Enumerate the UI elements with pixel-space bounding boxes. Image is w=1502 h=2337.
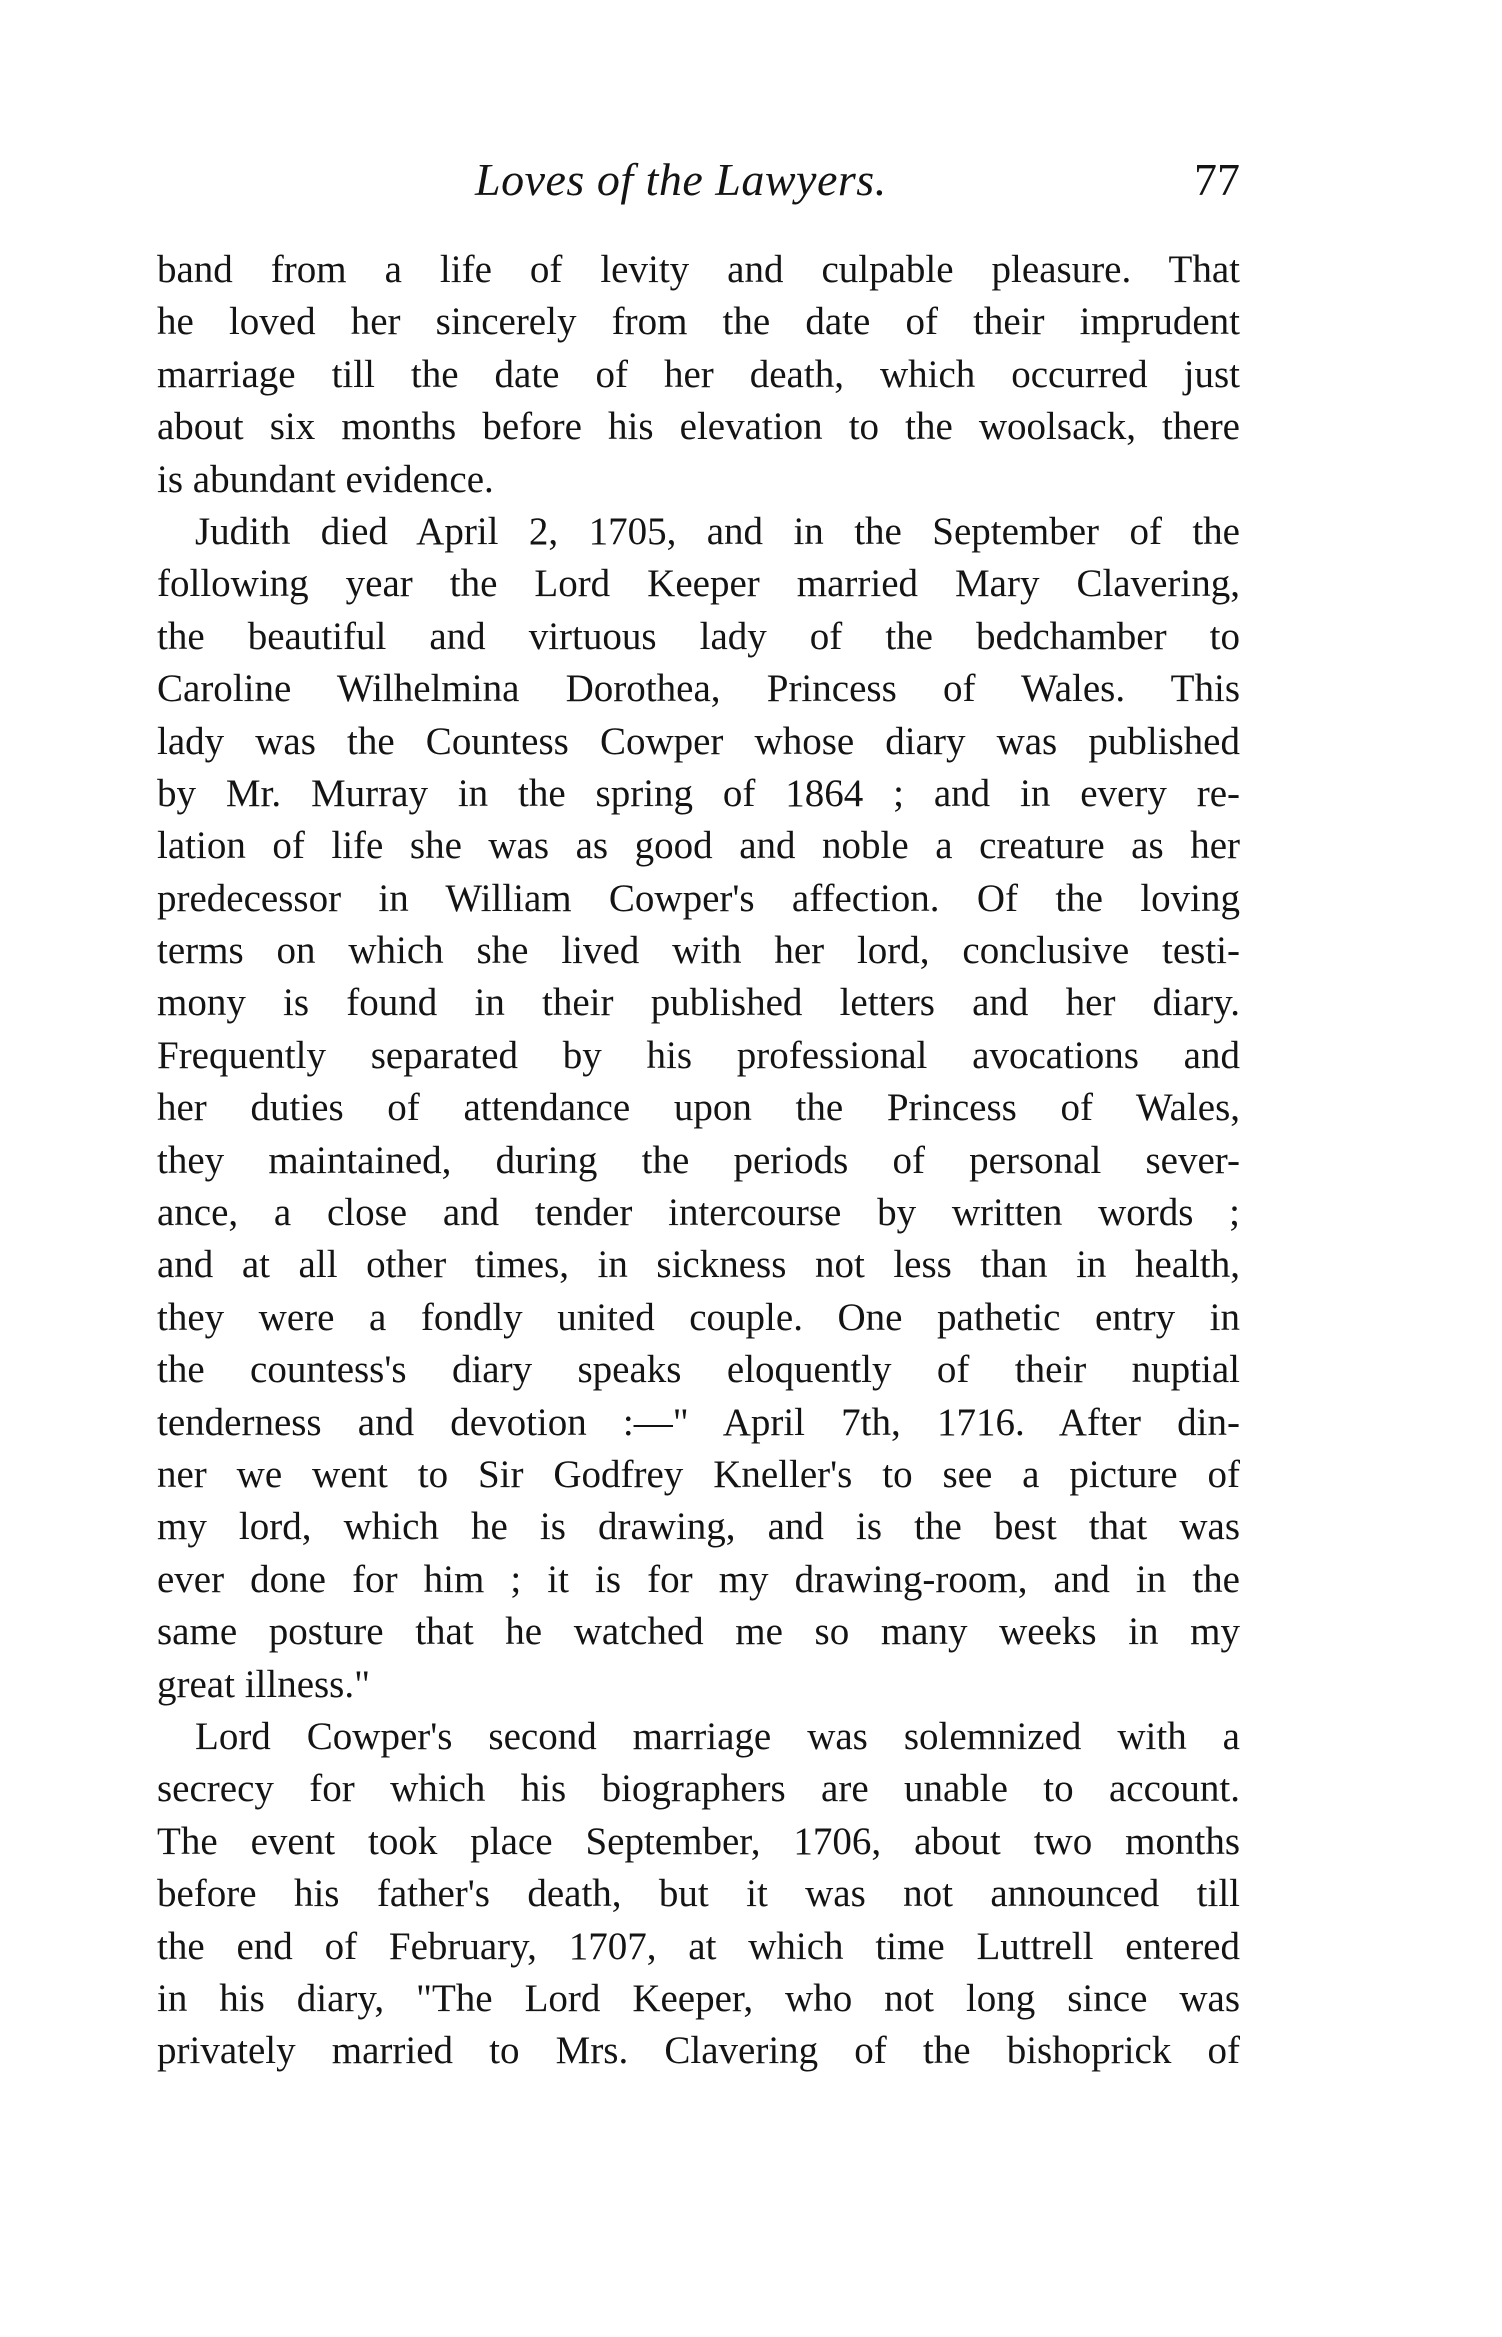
text-line: Frequently separated by his professional avocations and: [157, 1033, 1240, 1077]
text-line: predecessor in William Cowper's affection. Of the loving: [157, 876, 1240, 920]
text-line: Caroline Wilhelmina Dorothea, Princess of Wales. This: [157, 667, 1240, 711]
text-line: ner we went to Sir Godfrey Kneller's to see a picture of: [157, 1452, 1240, 1496]
text-line: Judith died April 2, 1705, and in the September of the: [195, 509, 1240, 553]
paragraph-1: [157, 244, 1240, 506]
text-line: they were a fondly united couple. One pathetic entry in: [157, 1295, 1240, 1339]
text-line: marriage till the date of her death, which occurred just: [157, 352, 1240, 396]
text-line: ance, a close and tender intercourse by written words ;: [157, 1191, 1240, 1235]
text-line: following year the Lord Keeper married Mary Clavering,: [157, 562, 1240, 606]
text-line: ever done for him ; it is for my drawing-room, and in the: [157, 1557, 1240, 1601]
text-line: lady was the Countess Cowper whose diary was published: [157, 719, 1240, 763]
text-line: secrecy for which his biographers are unable to account.: [157, 1767, 1240, 1811]
text-line: great illness.": [157, 1662, 371, 1706]
text-line: her duties of attendance upon the Princess of Wales,: [157, 1086, 1240, 1130]
text-line: they maintained, during the periods of personal sever-: [157, 1138, 1240, 1182]
text-line: same posture that he watched me so many weeks in my: [157, 1610, 1240, 1654]
text-line: he loved her sincerely from the date of their imprudent: [157, 300, 1240, 344]
text-line: the beautiful and virtuous lady of the bedchamber to: [157, 614, 1240, 658]
text-line: the countess's diary speaks eloquently of their nuptial: [157, 1348, 1240, 1392]
running-title: Loves of the Lawyers.: [475, 154, 887, 205]
running-head: [160, 150, 1240, 210]
page-number: 77: [1194, 154, 1240, 205]
text-line: The event took place September, 1706, about two months: [157, 1819, 1240, 1863]
text-line: Lord Cowper's second marriage was solemnized with a: [195, 1714, 1240, 1758]
text-line: in his diary, "The Lord Keeper, who not long since was: [157, 1976, 1240, 2020]
text-line: before his father's death, but it was not announced till: [157, 1872, 1240, 1916]
body-text: [157, 244, 1240, 2078]
text-line: the end of February, 1707, at which time Luttrell entered: [157, 1924, 1240, 1968]
text-line: by Mr. Murray in the spring of 1864 ; and in every re-: [157, 771, 1240, 815]
text-line: about six months before his elevation to the woolsack, there: [157, 405, 1240, 449]
text-line: mony is found in their published letters and her diary.: [157, 981, 1240, 1025]
text-line: and at all other times, in sickness not less than in health,: [157, 1243, 1240, 1287]
text-line: lation of life she was as good and noble a creature as her: [157, 824, 1240, 868]
text-line: is abundant evidence.: [157, 457, 494, 501]
paragraph-2: [157, 506, 1240, 1711]
text-line: tenderness and devotion :—" April 7th, 1716. After din-: [157, 1400, 1240, 1444]
text-line: privately married to Mrs. Clavering of the bishoprick of: [157, 2029, 1240, 2073]
text-line: my lord, which he is drawing, and is the best that was: [157, 1505, 1240, 1549]
text-line: band from a life of levity and culpable pleasure. That: [157, 248, 1240, 291]
text-line: terms on which she lived with her lord, conclusive testi-: [157, 929, 1240, 973]
paragraph-3: [157, 1711, 1240, 2078]
